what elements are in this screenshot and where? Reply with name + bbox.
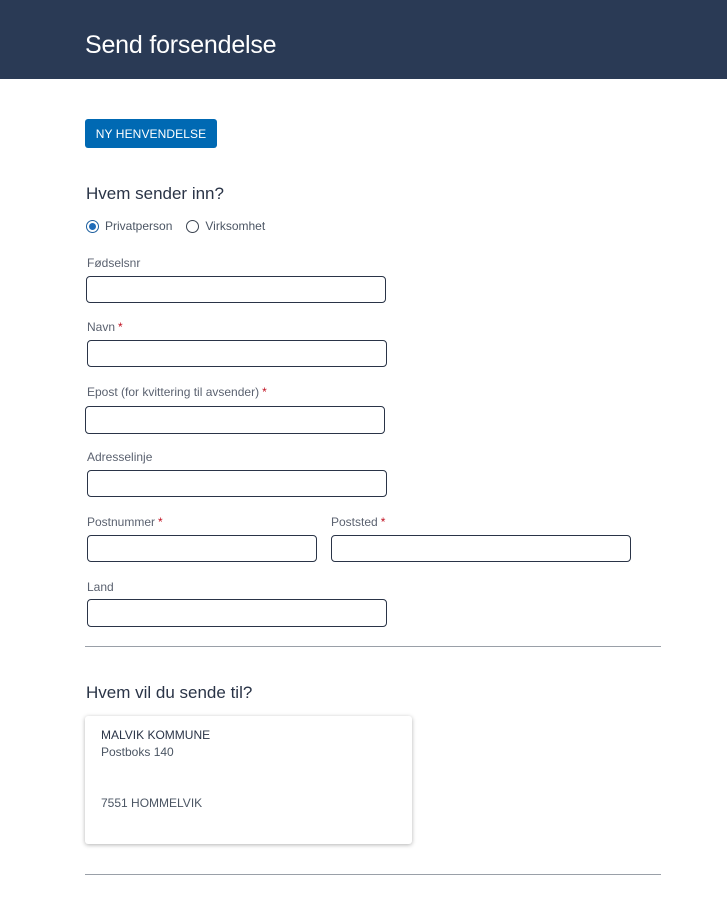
- sender-type-radio-group: [86, 217, 279, 235]
- section-divider: [85, 646, 661, 647]
- epost-input[interactable]: [85, 406, 385, 434]
- required-marker: *: [158, 515, 163, 529]
- land-label: Land: [87, 580, 114, 594]
- radio-privatperson[interactable]: [86, 219, 172, 233]
- recipient-card[interactable]: [85, 716, 412, 844]
- required-marker: *: [262, 385, 267, 399]
- recipient-heading: Hvem vil du sende til?: [86, 683, 253, 702]
- required-marker: *: [380, 515, 386, 529]
- required-marker: *: [118, 320, 123, 334]
- sender-heading: Hvem sender inn?: [86, 184, 224, 203]
- section-divider: [85, 874, 661, 875]
- postnummer-input[interactable]: [87, 535, 317, 562]
- land-input[interactable]: [87, 599, 387, 627]
- recipient-name: MALVIK KOMMUNE: [101, 728, 211, 742]
- radio-unchecked-icon[interactable]: [186, 220, 199, 233]
- navn-input[interactable]: [87, 340, 387, 367]
- page-title: Send forsendelse: [85, 31, 277, 59]
- page-header: [0, 0, 727, 79]
- radio-virksomhet-label: Virksomhet: [205, 219, 266, 233]
- fodselsnr-label: Fødselsnr: [87, 256, 141, 270]
- recipient-address-line: Postboks 140: [101, 745, 174, 759]
- radio-virksomhet[interactable]: [186, 219, 265, 233]
- poststed-label: Poststed *: [331, 515, 386, 529]
- poststed-input[interactable]: [331, 535, 631, 562]
- new-inquiry-button[interactable]: NY HENVENDELSE: [85, 119, 217, 148]
- adresselinje-input[interactable]: [87, 470, 387, 497]
- postnummer-label: Postnummer *: [87, 515, 163, 529]
- recipient-postal: 7551 HOMMELVIK: [101, 796, 203, 810]
- radio-privatperson-label: Privatperson: [105, 219, 173, 233]
- fodselsnr-input[interactable]: [86, 276, 386, 303]
- radio-checked-icon[interactable]: [86, 220, 99, 233]
- epost-label: Epost (for kvittering til avsender) *: [87, 385, 267, 399]
- adresselinje-label: Adresselinje: [87, 450, 153, 464]
- navn-label: Navn *: [87, 320, 123, 334]
